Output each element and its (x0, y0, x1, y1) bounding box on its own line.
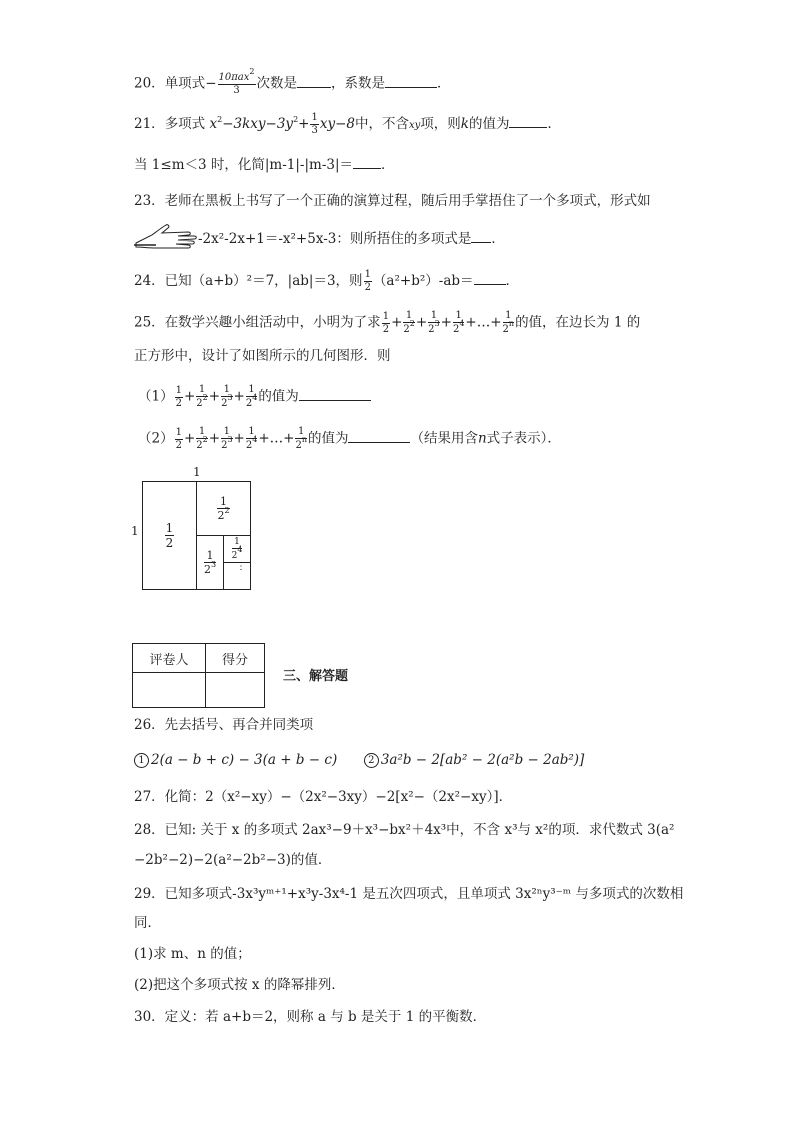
answer-blank[interactable] (297, 74, 331, 88)
fraction: $\frac{1}{3}$ (311, 112, 318, 136)
answer-blank[interactable] (474, 271, 506, 285)
question-28-line-2: −2b²−2)−2(a²−2b²−3)的值． (134, 852, 332, 868)
fraction: $\frac{10\pi ax^2}{3}$ (218, 67, 255, 96)
score-header: 得分 (206, 644, 265, 673)
figure-top-label: 1 (193, 465, 201, 479)
question-29-sub-2: (2)把这个多项式按 x 的降幂排列． (134, 977, 345, 993)
question-29-line-1: 29．已知多项式-3x³yᵐ⁺¹+x³y-3x⁴-1 是五次四项式，且单项式 3x²ⁿy³⁻ᵐ 与多项式的次数相 (134, 886, 684, 902)
answer-blank[interactable] (471, 229, 491, 243)
geometric-figure (142, 481, 251, 590)
fraction: $\frac{1}{2^2}$ (196, 384, 208, 409)
question-25-line-1: 25．在数学兴趣小组活动中，小明为了求 $\frac{1}{2}$ + $\frac{1}{2^2}$ + $\frac{1}{2^3}$ + $\frac{1}{2^4}$ +…+ $\frac{1}{2^n}$ 的值，在边长为 1 的 (134, 310, 641, 335)
fraction: $\frac{1}{2^2}$ (196, 426, 208, 451)
circled-number: 2 (364, 753, 379, 768)
question-21: 21．多项式 $x^2-3kxy-3y^2+$ $\frac{1}{3}$ xy−8中，不含xy项，则k的值为 ． (134, 112, 561, 136)
question-25-sub-1: （1） $\frac{1}{2}$ + $\frac{1}{2^2}$ + $\frac{1}{2^3}$ + $\frac{1}{2^4}$ 的值为 (138, 385, 371, 409)
answer-blank[interactable] (385, 74, 437, 88)
ellipsis-dots: ⋮ (236, 561, 246, 572)
question-23-line-1: 23．老师在黑板上书写了一个正确的演算过程，随后用手掌捂住了一个多项式，形式如 (134, 193, 651, 209)
hand-icon (134, 221, 198, 251)
score-table (132, 643, 265, 708)
half-region: $\frac{1}{2}$ (142, 481, 197, 590)
question-22: 当 1≤m＜3 时，化简|m-1|-|m-3|＝ ． (134, 157, 395, 173)
fraction: $\frac{1}{2}$ (175, 384, 182, 409)
question-24: 24．已知（a+b）²＝7，|ab|＝3，则 $\frac{1}{2}$ （a²+b²）-ab＝ ． (134, 269, 520, 293)
fraction: $\frac{1}{2^3}$ (221, 426, 233, 451)
question-30: 30．定义：若 a+b＝2，则称 a 与 b 是关于 1 的平衡数． (134, 1009, 487, 1025)
fraction: $\frac{1}{2^2}$ (403, 310, 415, 335)
question-23-line-2: -2x²-2x+1＝-x²+5x-3：则所捂住的多项式是 ． (198, 231, 505, 247)
fraction: $\frac{1}{2}$ (364, 269, 371, 293)
fraction: $\frac{1}{2}$ (382, 310, 390, 335)
answer-blank[interactable] (348, 429, 410, 443)
fraction: $\frac{1}{2^4}$ (245, 384, 258, 409)
question-number: 20． (134, 75, 165, 92)
fraction: $\frac{1}{2^3}$ (221, 384, 233, 409)
fraction: $\frac{1}{2}$ (175, 426, 182, 451)
circled-number: 1 (134, 753, 149, 768)
question-26-parts: 1 2(a − b + c) − 3(a + b − c) 2 3a²b − 2[ab² − 2(a²b − 2ab²)] (134, 751, 584, 769)
question-29-sub-1: (1)求 m、n 的值； (134, 946, 251, 962)
answer-blank[interactable] (299, 387, 371, 401)
question-20: 20．单项式− $\frac{10\pi ax^2}{3}$ 次数是 ，系数是 ． (134, 67, 451, 96)
answer-blank[interactable] (353, 155, 381, 169)
reviewer-cell[interactable] (133, 673, 206, 708)
figure-left-label: 1 (131, 524, 139, 538)
question-29-line-2: 同． (134, 915, 161, 931)
fraction: $\frac{1}{2^4}$ (452, 310, 465, 335)
question-27: 27．化简：2（x²−xy）−（2x²−3xy）−2[x²−（2x²−xy）]． (134, 789, 513, 805)
sixteenth-region: $\frac{1}{2^4}$ (223, 535, 251, 563)
answer-blank[interactable] (509, 114, 547, 128)
fraction: $\frac{1}{2^n}$ (295, 426, 307, 451)
score-cell[interactable] (206, 673, 265, 708)
fraction: $\frac{1}{2^3}$ (428, 310, 440, 335)
question-26: 26．先去括号、再合并同类项 (134, 717, 314, 733)
fraction: $\frac{1}{2^n}$ (502, 310, 515, 335)
question-28-line-1: 28．已知: 关于 x 的多项式 2ax³−9＋x³−bx²＋4x³中，不含 x³与 x²的项．求代数式 3(a² (134, 822, 675, 838)
question-25-line-2: 正方形中，设计了如图所示的几何图形．则 (134, 348, 391, 364)
question-25-sub-2: （2） $\frac{1}{2}$ + $\frac{1}{2^2}$ + $\frac{1}{2^3}$ + $\frac{1}{2^4}$ +…+ $\frac{1}{2^n}$ 的值为 （结果用含n式子表示）． (138, 426, 561, 451)
eighth-region: $\frac{1}{2^3}$ (196, 535, 224, 590)
quarter-region: $\frac{1}{2^2}$ (196, 481, 251, 536)
fraction: $\frac{1}{2^4}$ (245, 426, 258, 451)
section-title: 三、解答题 (283, 669, 349, 684)
reviewer-header: 评卷人 (133, 644, 206, 673)
